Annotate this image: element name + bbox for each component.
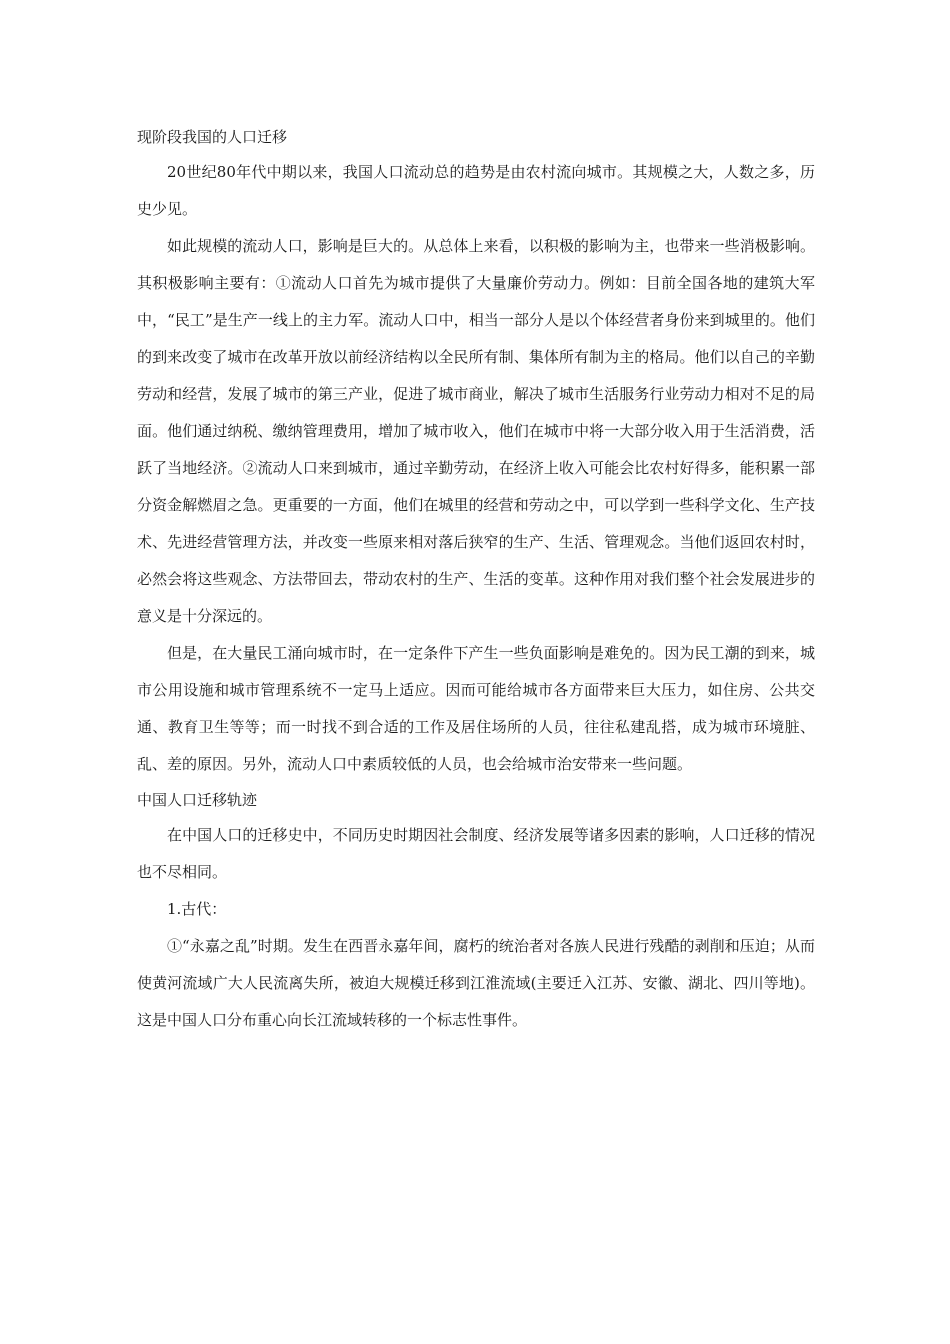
paragraph-positive-impact: 如此规模的流动人口，影响是巨大的。从总体上来看，以积极的影响为主，也带来一些消极影响。其积极影响主要有：①流动人口首先为城市提供了大量廉价劳动力。例如：目前全国各地的建筑大军中，“民工”是生产一线上的主力军。流动人口中，相当一部分人是以个体经营者身份来到城里的。他们的到来改变了城市在改革开放以前经济结构以全民所有制、集体所有制为主的格局。他们以自己的辛勤劳动和经营，发展了城市的第三产业，促进了城市商业，解决了城市生活服务行业劳动力相对不足的局面。他们通过纳税、缴纳管理费用，增加了城市收入，他们在城市中将一大部分收入用于生活消费，活跃了当地经济。②流动人口来到城市，通过辛勤劳动，在经济上收入可能会比农村好得多，能积累一部分资金解燃眉之急。更重要的一方面，他们在城里的经营和劳动之中，可以学到一些科学文化、生产技术、先进经营管理方法，并改变一些原来相对落后狭窄的生产、生活、管理观念。当他们返回农村时，必然会将这些观念、方法带回去，带动农村的生产、生活的变革。这种作用对我们整个社会发展进步的意义是十分深远的。 bbox=[137, 237, 815, 625]
document-body bbox=[137, 120, 815, 1039]
paragraph-yongjia: ①“永嘉之乱”时期。发生在西晋永嘉年间，腐朽的统治者对各族人民进行残酷的剥削和压迫；从而使黄河流域广大人民流离失所，被迫大规模迁移到江淮流域(主要迁入江苏、安徽、湖北、四川等地)。这是中国人口分布重心向长江流域转移的一个标志性事件。 bbox=[137, 937, 815, 1029]
paragraph-ancient-label: 1.古代： bbox=[167, 900, 227, 918]
section-heading-migration-trajectory: 中国人口迁移轨迹 bbox=[137, 791, 258, 809]
paragraph-negative-impact: 但是，在大量民工涌向城市时，在一定条件下产生一些负面影响是难免的。因为民工潮的到来，城市公用设施和城市管理系统不一定马上适应。因而可能给城市各方面带来巨大压力，如住房、公共交通、教育卫生等等；而一时找不到合适的工作及居住场所的人员，往往私建乱搭，成为城市环境脏、乱、差的原因。另外，流动人口中素质较低的人员，也会给城市治安带来一些问题。 bbox=[137, 644, 815, 773]
paragraph-history-intro: 在中国人口的迁移史中，不同历史时期因社会制度、经济发展等诸多因素的影响，人口迁移的情况也不尽相同。 bbox=[137, 826, 815, 881]
paragraph-trend: 20世纪80年代中期以来，我国人口流动总的趋势是由农村流向城市。其规模之大，人数之多，历史少见。 bbox=[137, 163, 815, 218]
section-heading-current-migration: 现阶段我国的人口迁移 bbox=[137, 128, 288, 146]
